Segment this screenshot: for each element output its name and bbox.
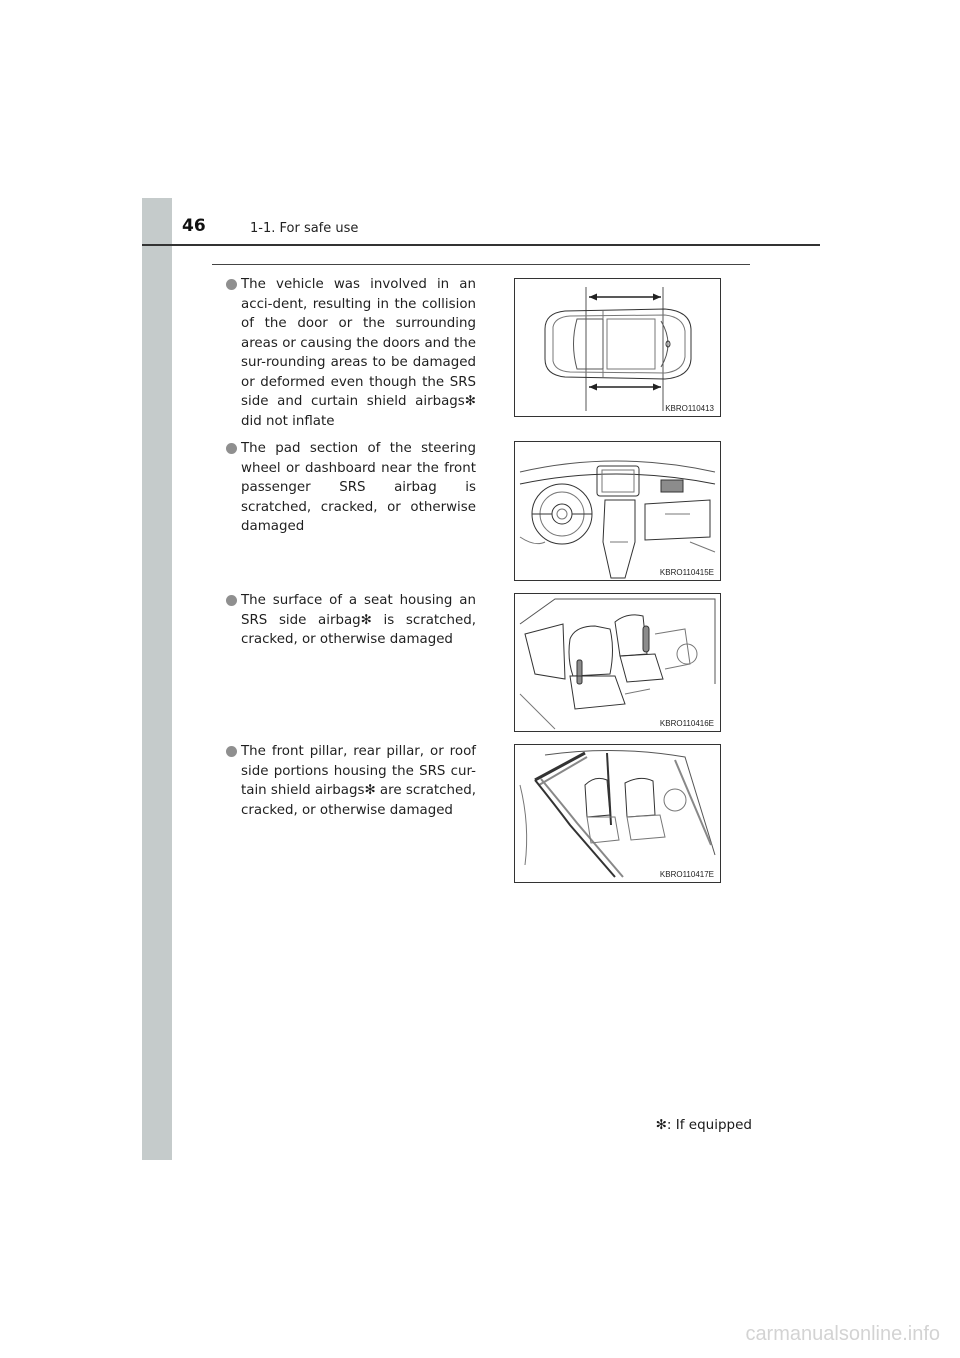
bullet-item-2 [226, 439, 476, 537]
figure-seat-side-airbag [514, 593, 721, 732]
bullet-text: The front pillar, rear pillar, or roof side portions housing the SRS cur-tain shield airbags✻ are scratched, cracked, or otherwise damaged [241, 744, 476, 818]
page-number: 46 [182, 216, 206, 236]
bullet-dot-icon [226, 746, 237, 757]
bullet-item-1 [226, 275, 476, 431]
header-divider [142, 244, 820, 246]
figure-code-label: KBRO110417E [659, 870, 714, 879]
bullet-text: The pad section of the steering wheel or dashboard near the front passenger SRS airbag is scratched, cracked, or otherwise damaged [241, 441, 476, 534]
figure-code-label: KBRO110413 [665, 404, 714, 413]
bullet-item-4 [226, 742, 476, 820]
footnote-if-equipped: ✻: If equipped [655, 1117, 752, 1133]
figure-car-top-view [514, 278, 721, 417]
content-divider [212, 264, 750, 265]
figure-code-label: KBRO110416E [659, 719, 714, 728]
figure-pillar-curtain-airbag [514, 744, 721, 883]
figure-dashboard [514, 441, 721, 581]
bullet-text: The vehicle was involved in an acci-dent, resulting in the collision of the door or the surrounding areas or causing the doors and the sur-rounding areas to be damaged or deformed even though the SRS side and curtain shield airbags✻ did not inflate [241, 277, 476, 429]
bullet-dot-icon [226, 595, 237, 606]
side-tab-bar [142, 198, 172, 1160]
bullet-dot-icon [226, 279, 237, 290]
bullet-text: The surface of a seat housing an SRS side airbag✻ is scratched, cracked, or otherwise damaged [241, 593, 476, 647]
figure-code-label: KBRO110415E [659, 568, 714, 577]
bullet-dot-icon [226, 443, 237, 454]
bullet-item-3 [226, 591, 476, 650]
watermark: carmanualsonline.info [745, 1323, 940, 1345]
section-title: 1-1. For safe use [250, 221, 359, 236]
